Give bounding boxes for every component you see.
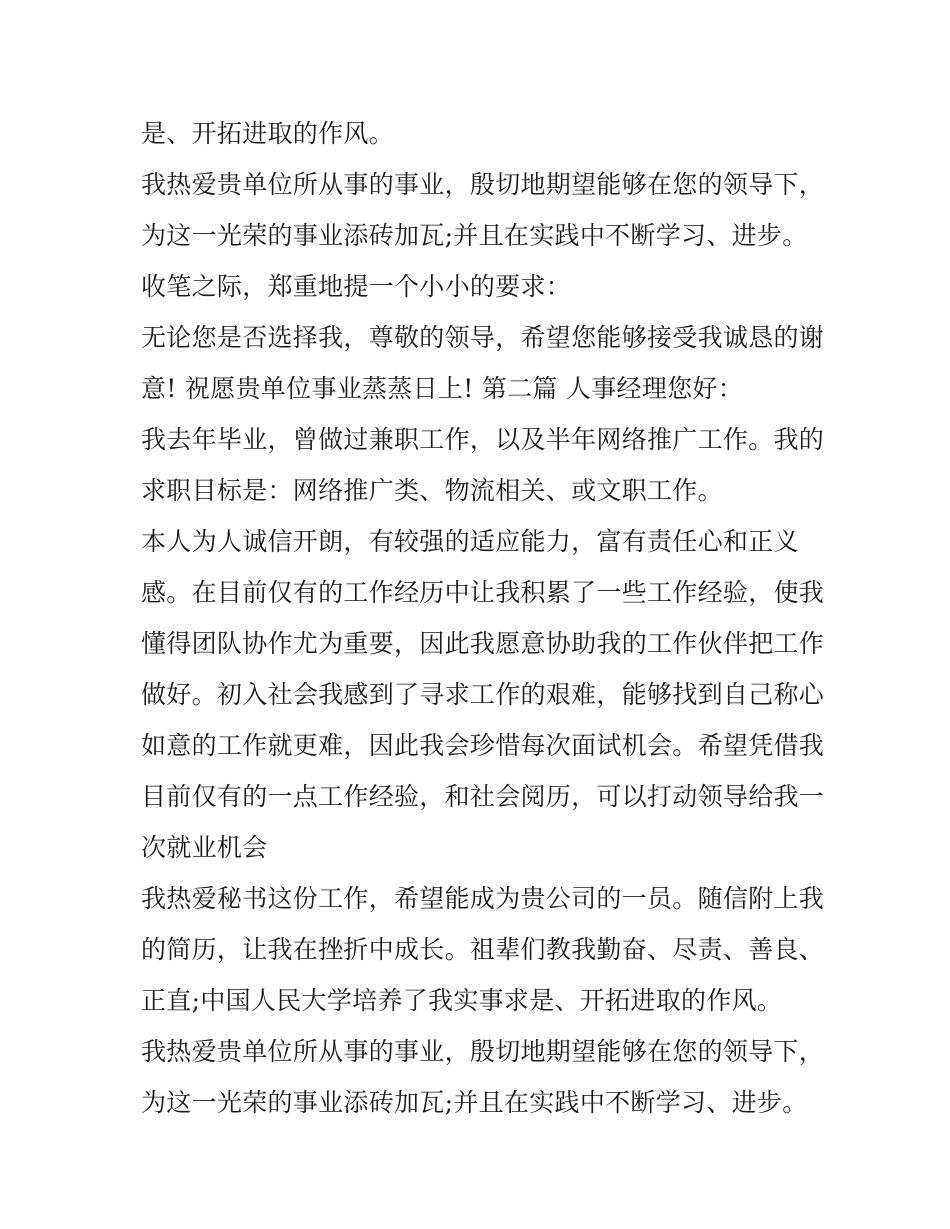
text-line: 我去年毕业，曾做过兼职工作，以及半年网络推广工作。我的 bbox=[141, 425, 825, 454]
text-line: 我热爱贵单位所从事的事业，殷切地期望能够在您的领导下， bbox=[141, 170, 825, 199]
document-body bbox=[141, 108, 825, 1128]
text-line: 求职目标是：网络推广类、物流相关、或文职工作。 bbox=[141, 476, 723, 505]
text-line: 为这一光荣的事业添砖加瓦;并且在实践中不断学习、进步。 bbox=[141, 221, 808, 250]
text-line: 是、开拓进取的作风。 bbox=[141, 119, 395, 148]
text-line: 正直;中国人民大学培养了我实事求是、开拓进取的作风。 bbox=[141, 986, 783, 1015]
text-line: 为这一光荣的事业添砖加瓦;并且在实践中不断学习、进步。 bbox=[141, 1088, 808, 1117]
text-line: 懂得团队协作尤为重要，因此我愿意协助我的工作伙伴把工作 bbox=[141, 629, 825, 658]
text-line: 做好。初入社会我感到了寻求工作的艰难，能够找到自己称心 bbox=[141, 680, 825, 709]
text-line: 感。在目前仅有的工作经历中让我积累了一些工作经验，使我 bbox=[141, 578, 825, 607]
text-line: 我热爱贵单位所从事的事业，殷切地期望能够在您的领导下， bbox=[141, 1037, 825, 1066]
text-line: 无论您是否选择我，尊敬的领导，希望您能够接受我诚恳的谢 bbox=[141, 323, 825, 352]
text-line: 如意的工作就更难，因此我会珍惜每次面试机会。希望凭借我 bbox=[141, 731, 825, 760]
text-line: 我热爱秘书这份工作，希望能成为贵公司的一员。随信附上我 bbox=[141, 884, 825, 913]
text-line: 本人为人诚信开朗，有较强的适应能力，富有责任心和正义 bbox=[141, 527, 799, 556]
text-line: 意! 祝愿贵单位事业蒸蒸日上! 第二篇 人事经理您好： bbox=[141, 374, 744, 403]
text-line: 的简历，让我在挫折中成长。祖辈们教我勤奋、尽责、善良、 bbox=[141, 935, 825, 964]
text-line: 收笔之际，郑重地提一个小小的要求： bbox=[141, 272, 572, 301]
text-line: 次就业机会 bbox=[141, 833, 268, 862]
text-line: 目前仅有的一点工作经验，和社会阅历，可以打动领导给我一 bbox=[141, 782, 825, 811]
